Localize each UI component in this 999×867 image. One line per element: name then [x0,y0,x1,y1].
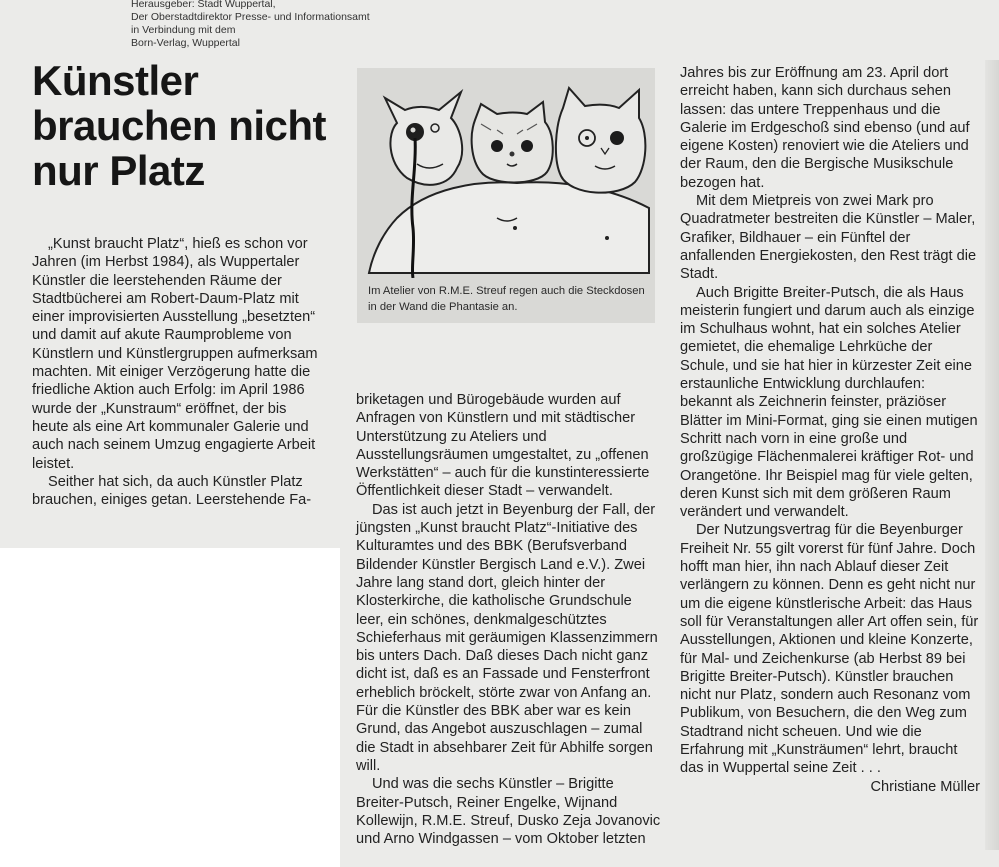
blank-area [0,548,330,867]
blank-area [330,548,340,867]
article-headline [32,58,326,193]
cat-drawing-illustration [357,68,655,278]
paragraph-text: Der Nutzungsvertrag für die Beyenburger Freiheit Nr. 55 gilt vorerst für fünf Jahre. Doch hofft man hier, ihn nach Ablauf dieser Zeit verlängern zu können. Denn es geht nicht nur um die eigene künstlerische Arbeit: das Haus soll für Veranstaltungen aller Art offen sein, für Ausstellungen, Aktionen und kleine Konzerte, für Mal- und Zeichenkurse (ab Herbst 89 bei Brigitte Breiter-Putsch). Künstler brauchen nicht nur Platz, sondern auch Resonanz vom Publikum, von Besuchern, die den Weg zum Stadtrand nicht scheuen. Und wie die Erfahrung mit „Kunsträumen“ lehrt, braucht das in Wuppertal seine Zeit . . . [680,522,979,777]
article-column-2 [356,391,662,848]
paragraph: Und was die sechs Künstler – Brigitte Breiter-Putsch, Reiner Engelke, Wijnand Kollewijn, R.M.E. Streuf, Dusko Zeja Jovanovic und Arno Windgassen – vom Oktober letzten [356,776,661,848]
publisher-line: Herausgeber: Stadt Wuppertal, [131,0,276,10]
publisher-line: in Verbindung mit dem [131,24,236,36]
headline-line: nur Platz [32,147,205,194]
adjacent-page-edge [985,60,999,850]
headline-line: brauchen nicht [32,102,327,149]
photo-caption: Im Atelier von R.M.E. Streuf regen auch die Steckdosen in der Wand die Phantasie an. [368,285,645,313]
paragraph: Seither hat sich, da auch Künstler Platz brauchen, einiges getan. Leerstehende Fa- [32,473,312,509]
paragraph: Mit dem Mietpreis von zwei Mark pro Quadratmeter bestreiten die Künstler – Maler, Grafiker, Bildhauer – ein Fünftel der anfallenden Energiekosten, den Rest trägt die Stadt. [680,193,977,283]
author-signature: Christiane Müller [870,778,980,795]
paragraph: briketagen und Bürogebäude wurden auf Anfragen von Künstlern und mit städtischer Unterstützung zu Ateliers und Ausstellungsräumen umgestaltet, zu „offenen Werkstätten“ – auch für die kunstinteressierte Öffentlichkeit dieser Stadt – verwandelt. [356,392,650,500]
paragraph: „Kunst braucht Platz“, hieß es schon vor Jahren (im Herbst 1984), als Wuppertaler Künstler die leerstehenden Räume der Stadtbücherei am Robert-Daum-Platz mit einer improvisierten Ausstellung „besetzten“ und damit auf akute Raumprobleme von Künstlern und Künstlergruppen aufmerksam machten. Mit einiger Verzögerung hatte die friedliche Aktion auch Erfolg: im April 1986 wurde der „Kunstraum“ eröffnet, der bis heute als eine Art kommunaler Galerie und auch nach seinem Umzug engagierte Arbeit leistet. [32,236,318,472]
article-column-3 [680,64,980,796]
publisher-line: Der Oberstadtdirektor Presse- und Informationsamt [131,11,370,23]
paragraph: Auch Brigitte Breiter-Putsch, die als Haus meisterin fungiert und darum auch als einzige im Schulhaus wohnt, hat ein solches Atelier gemietet, die ehemalige Lehrküche der Schule, und sie hat hier in kürzester Zeit eine erstaunliche Entwicklung durchlaufen: bekannt als Zeichnerin feinster, präziöser Blätter im Mini-Format, ging sie einen mutigen Schritt nach vorn in eine große und großzügige Flächenmalerei kräftiger Rot- und Orangetöne. Ihr Beispiel mag für viele gelten, deren Kunst sich mit dem größeren Raum verändert und verwandelt. [680,284,978,521]
paragraph [680,521,980,795]
paragraph: Das ist auch jetzt in Beyenburg der Fall, der jüngsten „Kunst braucht Platz“-Initiative des Kulturamtes und des BBK (Berufsverband Bildender Künstler Bergisch Land e.V.). Zwei Jahre lang stand dort, gleich hinter der Klosterkirche, die katholische Grundschule leer, ein schönes, denkmalgeschütztes Schieferhaus mit geräumigen Klassenzimmern bis unters Dach. Daß dieses Dach nicht ganz dicht ist, daß es an Fassade und Fensterfront erheblich bröckelt, störte zwar von Anfang an. Für die Künstler des BBK aber war es kein Grund, das Angebot auszuschlagen – zumal die Stadt in absehbarer Zeit für Abhilfe sorgen will. [356,501,658,774]
publisher-credit [131,0,370,50]
paragraph: Jahres bis zur Eröffnung am 23. April dort erreicht haben, kann sich durchaus sehen lassen: das untere Treppenhaus und die Galerie im Erdgeschoß sind ebenso (und auf eigene Kosten) renoviert wie die Ateliers und der Raum, den die Bergische Musikschule bezogen hat. [680,65,970,191]
article-column-1 [32,235,318,509]
headline-line: Künstler [32,57,199,104]
publisher-line: Born-Verlag, Wuppertal [131,37,240,49]
